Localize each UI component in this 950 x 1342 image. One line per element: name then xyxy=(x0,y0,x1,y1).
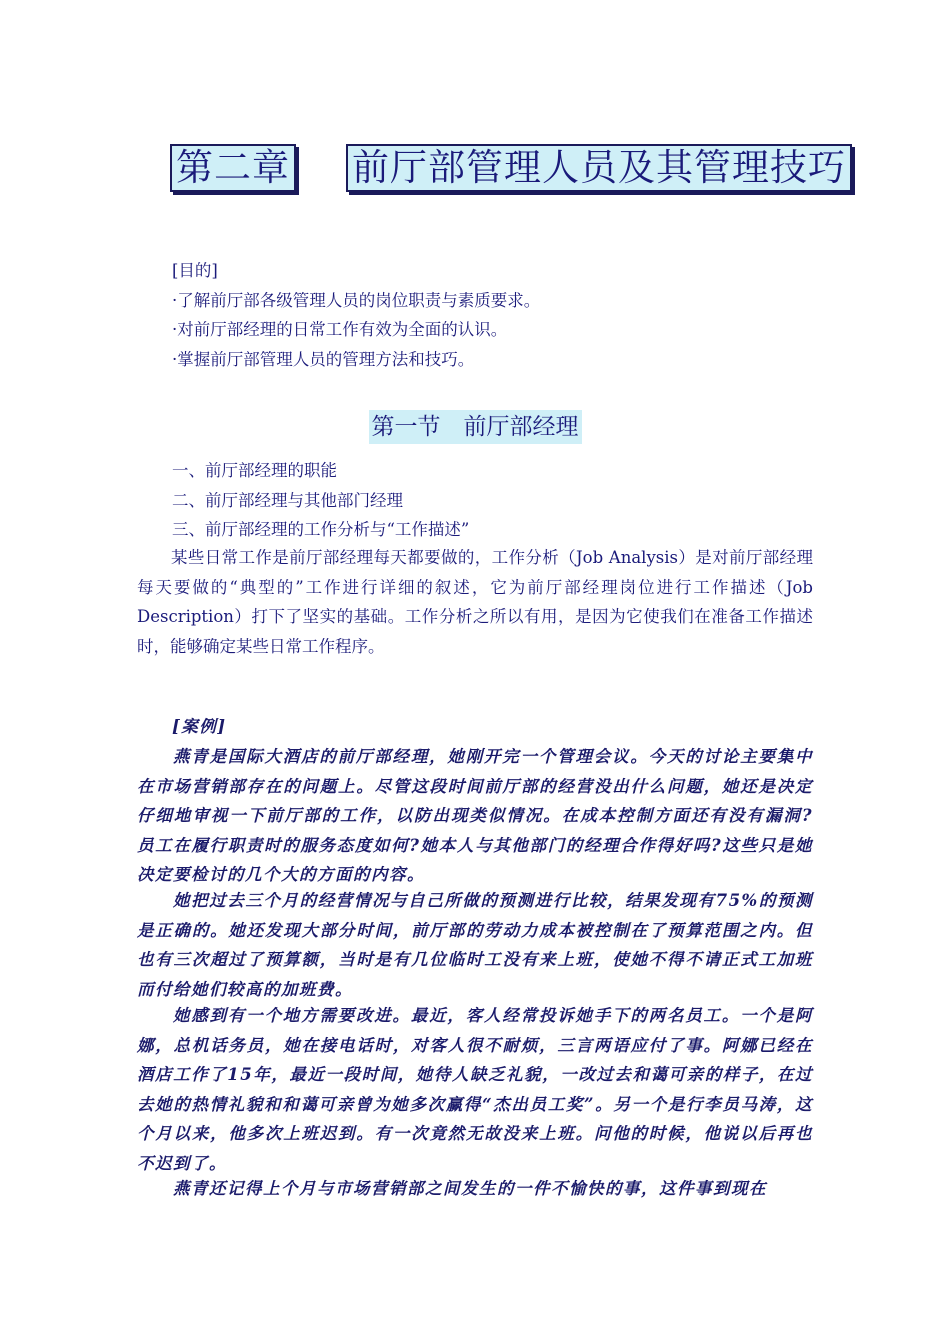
objective-item: ·掌握前厅部管理人员的管理方法和技巧。 xyxy=(172,349,475,369)
case-paragraph: 燕青还记得上个月与市场营销部之间发生的一件不愉快的事，这件事到现在 xyxy=(173,1179,767,1198)
objective-item: ·对前厅部经理的日常工作有效为全面的认识。 xyxy=(172,320,508,339)
objective-item: ·了解前厅部各级管理人员的岗位职责与素质要求。 xyxy=(172,290,541,310)
body-paragraph: 某些日常工作是前厅部经理每天都要做的，工作分析（Job Analysis）是对前厅部经理每天要做的“典型的”工作进行详细的叙述，它为前厅部经理岗位进行工作描述（Job Description）打下了坚实的基础。工作分析之所以有用，是因为它使我们在准备工作描述时，能够确定某些日常工作程序。 xyxy=(137,548,813,656)
objectives-heading: [目的] xyxy=(172,261,218,280)
chapter-title: 前厅部管理人员及其管理技巧 xyxy=(346,144,852,192)
section-outline xyxy=(172,456,469,545)
case-label: [案例] xyxy=(172,717,227,736)
case-paragraph: 她感到有一个地方需要改进。最近，客人经常投诉她手下的两名员工。一个是阿娜，总机话务员，她在接电话时，对客人很不耐烦，三言两语应付了事。阿娜已经在酒店工作了15年，最近一段时间，她待人缺乏礼貌，一改过去和蔼可亲的样子，在过去她的热情礼貌和和蔼可亲曾为她多次赢得“杰出员工奖”。另一个是行李员马涛，这个月以来，他多次上班迟到。有一次竟然无故没来上班。问他的时候，他说以后再也不迟到了。 xyxy=(137,1006,813,1173)
chapter-heading xyxy=(170,144,852,192)
chapter-number: 第二章 xyxy=(170,144,296,192)
objectives-block xyxy=(172,256,540,374)
section-title: 第一节 前厅部经理 xyxy=(369,410,582,444)
outline-item: 一、前厅部经理的职能 xyxy=(172,461,337,480)
case-paragraph: 燕青是国际大酒店的前厅部经理，她刚开完一个管理会议。今天的讨论主要集中在市场营销部存在的问题上。尽管这段时间前厅部的经营没出什么问题，她还是决定仔细地审视一下前厅部的工作，以防出现类似情况。在成本控制方面还有没有漏洞?员工在履行职责时的服务态度如何?她本人与其他部门的经理合作得好吗?这些只是她决定要检讨的几个大的方面的内容。 xyxy=(137,747,813,884)
outline-item: 二、前厅部经理与其他部门经理 xyxy=(172,490,403,510)
outline-item: 三、前厅部经理的工作分析与“工作描述” xyxy=(172,520,470,539)
section-heading xyxy=(0,410,950,444)
case-paragraph: 她把过去三个月的经营情况与自己所做的预测进行比较，结果发现有75%的预测是正确的。她还发现大部分时间，前厅部的劳动力成本被控制在了预算范围之内。但也有三次超过了预算额，当时是有几位临时工没有来上班，使她不得不请正式工加班而付给她们较高的加班费。 xyxy=(137,891,813,999)
